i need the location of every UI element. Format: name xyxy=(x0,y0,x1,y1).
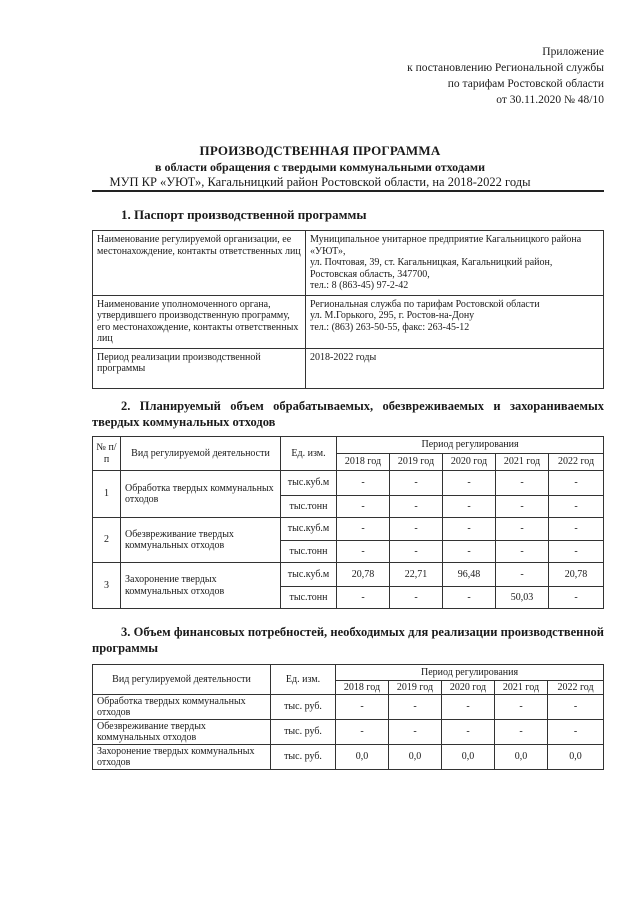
cell-value: - xyxy=(549,471,604,496)
cell-value: - xyxy=(549,541,604,563)
row-unit: тыс.куб.м xyxy=(281,518,337,541)
cell-value: - xyxy=(443,471,496,496)
header-activity: Вид регулируемой деятельности xyxy=(93,665,271,695)
row-unit: тыс. руб. xyxy=(271,695,336,720)
cell-value: - xyxy=(548,720,604,745)
document-title: ПРОИЗВОДСТВЕННАЯ ПРОГРАММА xyxy=(199,143,441,158)
row-activity: Обезвреживание твердых коммунальных отходов xyxy=(121,518,281,563)
row-activity: Захоронение твердых коммунальных отходов xyxy=(93,745,271,770)
passport-value xyxy=(306,231,604,296)
header-year: 2019 год xyxy=(390,454,443,471)
passport-value xyxy=(306,348,604,388)
passport-label: Наименование регулируемой организации, ее местонахождение, контакты ответственных лиц xyxy=(93,231,306,296)
cell-value: - xyxy=(337,541,390,563)
row-unit: тыс.куб.м xyxy=(281,471,337,496)
cell-value: - xyxy=(496,541,549,563)
header-year: 2021 год xyxy=(495,681,548,695)
cell-value: - xyxy=(336,720,389,745)
row-num: 2 xyxy=(93,518,121,563)
appendix-line: по тарифам Ростовской области xyxy=(447,78,604,90)
appendix-line: Приложение xyxy=(542,46,604,58)
section1-heading: 1. Паспорт производственной программы xyxy=(121,207,367,222)
document-organization: МУП КР «УЮТ», Кагальницкий район Ростовской области, на 2018-2022 годы xyxy=(109,175,531,189)
cell-value: - xyxy=(389,695,442,720)
cell-value: - xyxy=(390,587,443,609)
cell-value: 0,0 xyxy=(548,745,604,770)
cell-value: 96,48 xyxy=(443,563,496,587)
cell-value: - xyxy=(337,518,390,541)
appendix-date: от 30.11.2020 № 48/10 xyxy=(496,94,604,106)
row-unit: тыс. руб. xyxy=(271,745,336,770)
cell-value: 0,0 xyxy=(389,745,442,770)
table-row xyxy=(93,348,604,388)
section3-heading: 3. Объем финансовых потребностей, необходимых для реализации производственной программы xyxy=(92,625,604,655)
cell-value: - xyxy=(390,496,443,518)
table-header-row xyxy=(93,437,604,454)
row-num: 3 xyxy=(93,563,121,609)
header-unit: Ед. изм. xyxy=(281,437,337,471)
appendix-line: к постановлению Региональной службы xyxy=(407,62,604,74)
row-unit: тыс.тонн xyxy=(281,541,337,563)
header-year: 2020 год xyxy=(443,454,496,471)
cell-value: - xyxy=(496,518,549,541)
value-line: ул. Почтовая, 39, ст. Кагальницкая, Кагальницкий район, xyxy=(310,257,553,268)
value-line: тел.: 8 (863-45) 97-2-42 xyxy=(310,280,409,291)
volume-table xyxy=(92,436,604,609)
header-activity: Вид регулируемой деятельности xyxy=(121,437,281,471)
table-row xyxy=(93,695,604,720)
header-year: 2020 год xyxy=(442,681,495,695)
table-row xyxy=(93,518,604,541)
row-num: 1 xyxy=(93,471,121,518)
value-line: Муниципальное унитарное предприятие Кагальницкого района «УЮТ», xyxy=(310,234,582,257)
cell-value: 20,78 xyxy=(549,563,604,587)
cell-value: - xyxy=(496,471,549,496)
row-unit: тыс.куб.м xyxy=(281,563,337,587)
passport-table xyxy=(92,230,604,389)
table-row xyxy=(93,720,604,745)
title-divider xyxy=(92,190,604,192)
finance-table xyxy=(92,664,604,770)
cell-value: - xyxy=(549,518,604,541)
cell-value: - xyxy=(442,720,495,745)
value-line: тел.: (863) 263-50-55, факс: 263-45-12 xyxy=(310,321,470,333)
row-activity: Обработка твердых коммунальных отходов xyxy=(93,695,271,720)
header-year: 2022 год xyxy=(548,681,604,695)
cell-value: - xyxy=(443,541,496,563)
header-period: Период регулирования xyxy=(337,437,604,454)
table-row xyxy=(93,231,604,296)
cell-value: - xyxy=(442,695,495,720)
table-row xyxy=(93,295,604,348)
cell-value: 0,0 xyxy=(442,745,495,770)
header-period: Период регулирования xyxy=(336,665,604,681)
table-row xyxy=(93,471,604,496)
cell-value: - xyxy=(389,720,442,745)
row-unit: тыс. руб. xyxy=(271,720,336,745)
appendix-block xyxy=(407,44,604,108)
cell-value: - xyxy=(336,695,389,720)
header-year: 2022 год xyxy=(549,454,604,471)
cell-value: - xyxy=(390,518,443,541)
cell-value: - xyxy=(496,496,549,518)
row-activity: Обработка твердых коммунальных отходов xyxy=(121,471,281,518)
document-subtitle: в области обращения с твердыми коммунальными отходами xyxy=(154,160,485,174)
cell-value: - xyxy=(495,720,548,745)
passport-label: Наименование уполномоченного органа, утвердившего производственную программу, его местонахождение, контакты ответственных лиц xyxy=(93,295,306,348)
header-unit: Ед. изм. xyxy=(271,665,336,695)
row-activity: Захоронение твердых коммунальных отходов xyxy=(121,563,281,609)
row-activity: Обезвреживание твердых коммунальных отходов xyxy=(93,720,271,745)
cell-value: - xyxy=(549,587,604,609)
cell-value: - xyxy=(443,518,496,541)
row-unit: тыс.тонн xyxy=(281,496,337,518)
section2-heading: 2. Планируемый объем обрабатываемых, обезвреживаемых и захораниваемых твердых коммунальных отходов xyxy=(92,399,604,429)
cell-value: 22,71 xyxy=(390,563,443,587)
header-year: 2018 год xyxy=(337,454,390,471)
cell-value: - xyxy=(390,471,443,496)
cell-value: - xyxy=(337,471,390,496)
cell-value: 0,0 xyxy=(495,745,548,770)
passport-value xyxy=(306,295,604,348)
cell-value: 0,0 xyxy=(336,745,389,770)
cell-value: - xyxy=(390,541,443,563)
cell-value: - xyxy=(337,496,390,518)
value-line: Региональная служба по тарифам Ростовской области xyxy=(310,298,540,310)
header-num: № п/п xyxy=(93,437,121,471)
header-year: 2018 год xyxy=(336,681,389,695)
value-line: 2018-2022 годы xyxy=(310,351,377,363)
header-year: 2019 год xyxy=(389,681,442,695)
cell-value: - xyxy=(443,587,496,609)
cell-value: - xyxy=(495,695,548,720)
passport-label: Период реализации производственной программы xyxy=(93,348,306,388)
table-header-row xyxy=(93,665,604,681)
cell-value: - xyxy=(548,695,604,720)
value-line: Ростовская область, 347700, xyxy=(310,268,430,280)
row-unit: тыс.тонн xyxy=(281,587,337,609)
cell-value: 20,78 xyxy=(337,563,390,587)
cell-value: - xyxy=(549,496,604,518)
cell-value: 50,03 xyxy=(496,587,549,609)
table-row xyxy=(93,563,604,587)
table-row xyxy=(93,745,604,770)
value-line: ул. М.Горького, 295, г. Ростов-на-Дону xyxy=(310,310,475,321)
cell-value: - xyxy=(443,496,496,518)
cell-value: - xyxy=(496,563,549,587)
cell-value: - xyxy=(337,587,390,609)
header-year: 2021 год xyxy=(496,454,549,471)
